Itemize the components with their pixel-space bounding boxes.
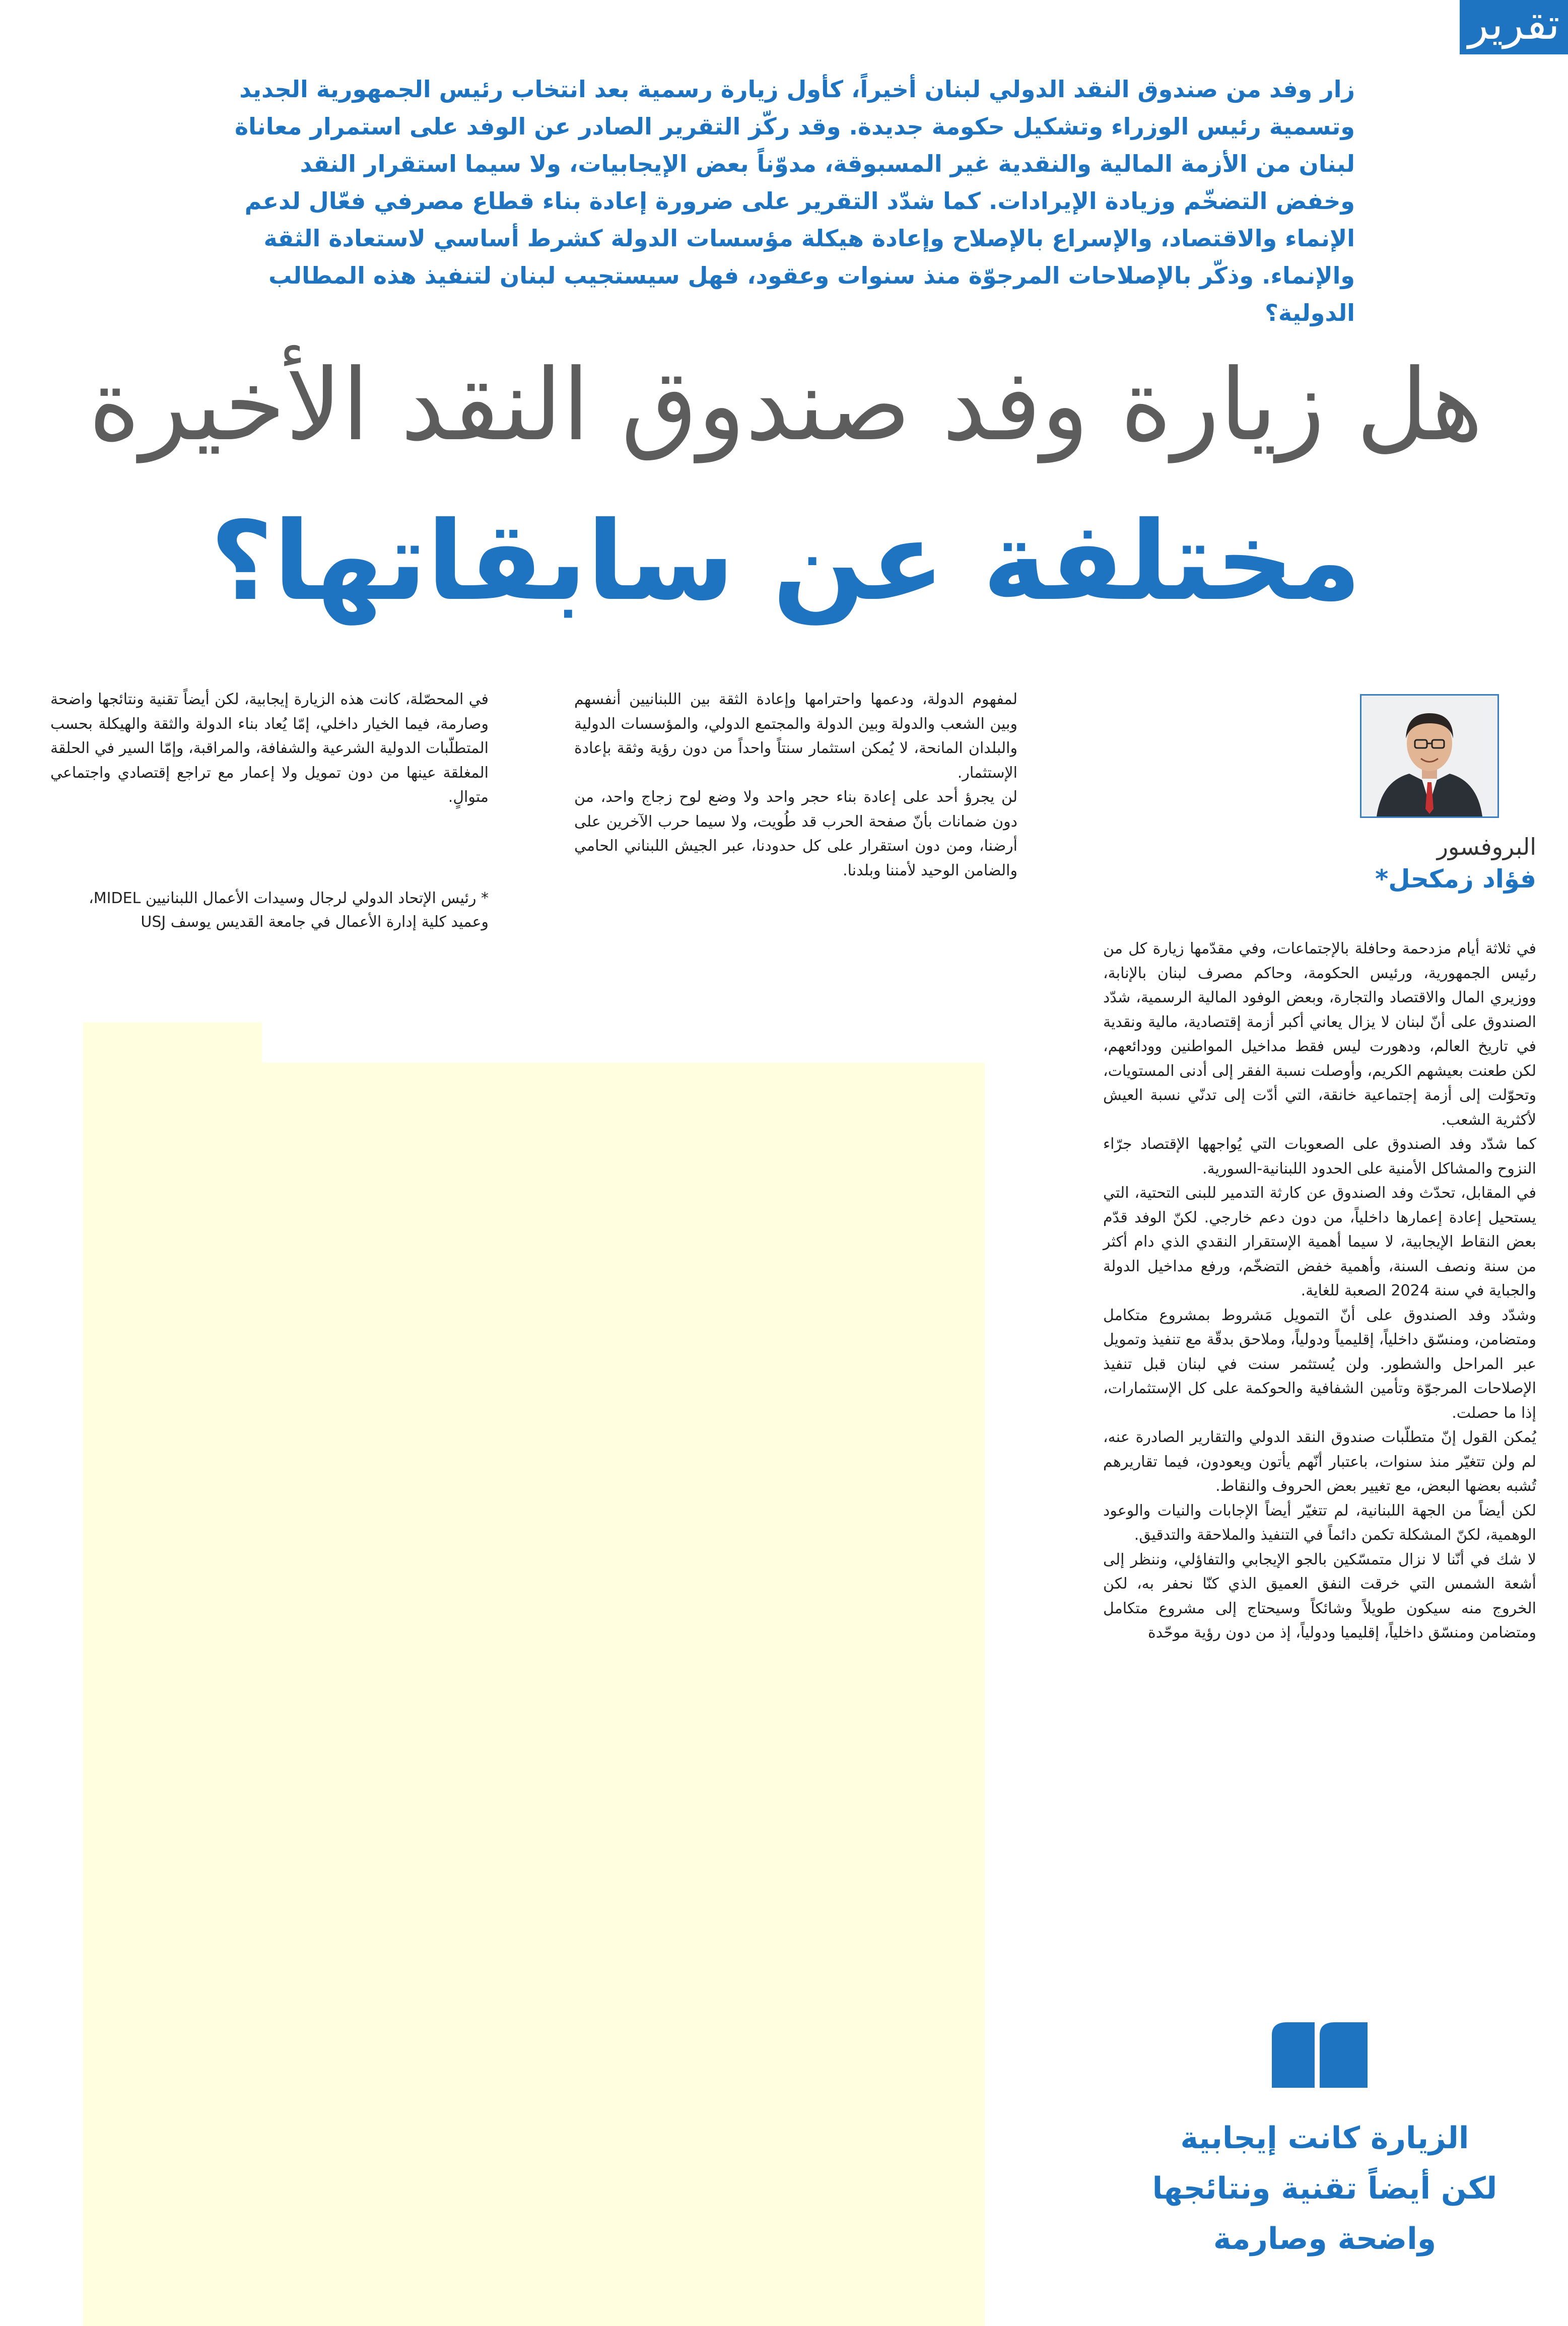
paragraph: لن يجرؤ أحد على إعادة بناء حجر واحد ولا وضع لوح زجاج واحد، من دون ضمانات بأنّ صفحة الحرب قد طُويت، ولا سيما حرب الآخرين على أرضنا، ومن دون استقرار على كل حدودنا، عبر الجيش اللبناني الحامي والضامن الوحيد لأمننا وبلدنا. (574, 788, 1017, 879)
paragraph: يُمكن القول إنّ متطلّبات صندوق النقد الدولي والتقارير الصادرة عنه، لم ولن تتغيّر منذ سنوات، باعتبار أنّهم يأتون ويعودون، فيما تقاريرهم تُشبه بعضها البعض، مع تغيير بعض الحروف والنقاط. (1103, 1428, 1536, 1495)
paragraph: في ثلاثة أيام مزدحمة وحافلة بالإجتماعات، وفي مقدّمها زيارة كل من رئيس الجمهورية، ورئيس الحكومة، وحاكم مصرف لبنان بالإنابة، ووزيري المال والاقتصاد والتجارة، وبعض الوفود المالية الرسمية، شدّد الصندوق على أنّ لبنان لا يزال يعاني أكبر أزمة إقتصادية، مالية ونقدية في تاريخ العالم، ودهورت ليس فقط مداخيل المواطنين وودائعهم، لكن طعنت بعيشهم الكريم، وأوصلت نسبة الفقر إلى أدنى المستويات، وتحوّلت إلى أزمة إجتماعية خانقة، التي أدّت إلى تدنّي نسبة العيش لأكثرية الشعب. (1103, 940, 1536, 1129)
article-column-left (50, 688, 489, 810)
author-footnote: * رئيس الإتحاد الدولي لرجال وسيدات الأعمال اللبنانيين MIDEL، وعميد كلية إدارة الأعمال في جامعة القديس يوسف USJ (89, 890, 489, 931)
author-title: البروفسور (1437, 833, 1536, 860)
article-column-middle (574, 688, 1017, 883)
pull-quote-line: واضحة وصارمة (1213, 2221, 1437, 2256)
intro-standfirst: زار وفد من صندوق النقد الدولي لبنان أخيراً، كأول زيارة رسمية بعد انتخاب رئيس الجمهورية الجديد وتسمية رئيس الوزراء وتشكيل حكومة جديدة. وقد ركّز التقرير الصادر عن الوفد على استمرار معاناة لبنان من الأزمة المالية والنقدية غير المسبوقة، مدوّناً بعض الإيجابيات، ولا سيما استقرار النقد وخفض التضخّم وزيادة الإيرادات. كما شدّد التقرير على ضرورة إعادة بناء قطاع مصرفي فعّال لدعم الإنماء والاقتصاد، والإسراع بالإصلاح وإعادة هيكلة مؤسسات الدولة كشرط أساسي لاستعادة الثقة والإنماء. وذكّر بالإصلاحات المرجوّة منذ سنوات وعقود، فهل سيستجيب لبنان لتنفيذ هذه المطالب الدولية؟ (235, 76, 1355, 326)
paragraph: لا شك في أنّنا لا نزال متمسّكين بالجو الإيجابي والتفاؤلي، وننظر إلى أشعة الشمس التي خرقت النفق العميق الذي كنّا نحفر به، لكن الخروج منه سيكون طويلاً وشائكاً وسيحتاج إلى مشروع متكامل ومتضامن ومنسّق داخلياً، إقليميا ودولياً، إذ من دون رؤية موحّدة (1103, 1550, 1536, 1641)
pull-quote-line: لكن أيضاً تقنية ونتائجها (1152, 2171, 1497, 2206)
author-portrait-icon (1361, 696, 1497, 816)
pull-quote (1098, 2113, 1551, 2264)
paragraph: في المقابل، تحدّث وفد الصندوق عن كارثة التدمير للبنى التحتية، التي يستحيل إعادة إعمارها داخلياً، من دون دعم خارجي. لكنّ الوفد قدّم بعض النقاط الإيجابية، لا سيما أهمية الإستقرار النقدي الذي دام أكثر من سنة ونصف السنة، وأهمية خفض التضخّم، ورفع مداخيل الدولة والجباية في سنة 2024 الصعبة للغاية. (1103, 1184, 1536, 1299)
pull-quote-line: الزيارة كانت إيجابية (1180, 2120, 1469, 2156)
paragraph: في المحصّلة، كانت هذه الزيارة إيجابية، لكن أيضاً تقنية ونتائجها واضحة وصارمة، فيما الخيار داخلي، إمّا يُعاد بناء الدولة والثقة والهيكلة بحسب المتطلّبات الدولية الشرعية والشفافة، والمراقبة، وإمّا السير في الحلقة المغلقة عينها من دون تمويل ولا إعمار مع تراجع إقتصادي واجتماعي متوالٍ. (50, 691, 489, 806)
paragraph: كما شدّد وفد الصندوق على الصعوبات التي يُواجهها الإقتصاد جرّاء النزوح والمشاكل الأمنية على الحدود اللبنانية-السورية. (1103, 1135, 1536, 1178)
paragraph: وشدّد وفد الصندوق على أنّ التمويل مَشروط بمشروع متكامل ومتضامن، ومنسّق داخلياً، إقليمياً ودولياً، وملاحق بدقّة مع تنفيذ وتمويل عبر المراحل والشطور. ولن يُستثمر سنت في لبنان قبل تنفيذ الإصلاحات المرجوّة وتأمين الشفافية والحوكمة على كل الإستثمارات، إذا ما حصلت. (1103, 1306, 1536, 1422)
article-column-right (1103, 937, 1536, 1646)
headline-line-2: مختلفة عن سابقاتها؟ (210, 498, 1361, 625)
section-tab: تقرير (1460, 0, 1568, 54)
paragraph: لكن أيضاً من الجهة اللبنانية، لم تتغيّر أيضاً الإجابات والنيات والوعود الوهمية، لكنّ المشكلة تكمن دائماً في التنفيذ والملاحقة والتدقيق. (1103, 1501, 1536, 1544)
author-name: فؤاد زمكحل* (1375, 864, 1536, 894)
paragraph: لمفهوم الدولة، ودعمها واحترامها وإعادة الثقة بين اللبنانيين أنفسهم وبين الشعب والدولة وبين الدولة والمجتمع الدولي، والمؤسسات الدولية والبلدان المانحة، لا يُمكن استثمار سنتاً واحداً من دون رؤية وثقة بإعادة الإستثمار. (574, 691, 1017, 782)
ad-block-notch (262, 1022, 985, 1063)
quote-mark-icon (1269, 2020, 1370, 2090)
ad-placeholder-block (83, 1022, 985, 2326)
headline-line-1: هل زيارة وفد صندوق النقد الأخيرة (88, 348, 1483, 463)
author-photo (1360, 694, 1499, 818)
